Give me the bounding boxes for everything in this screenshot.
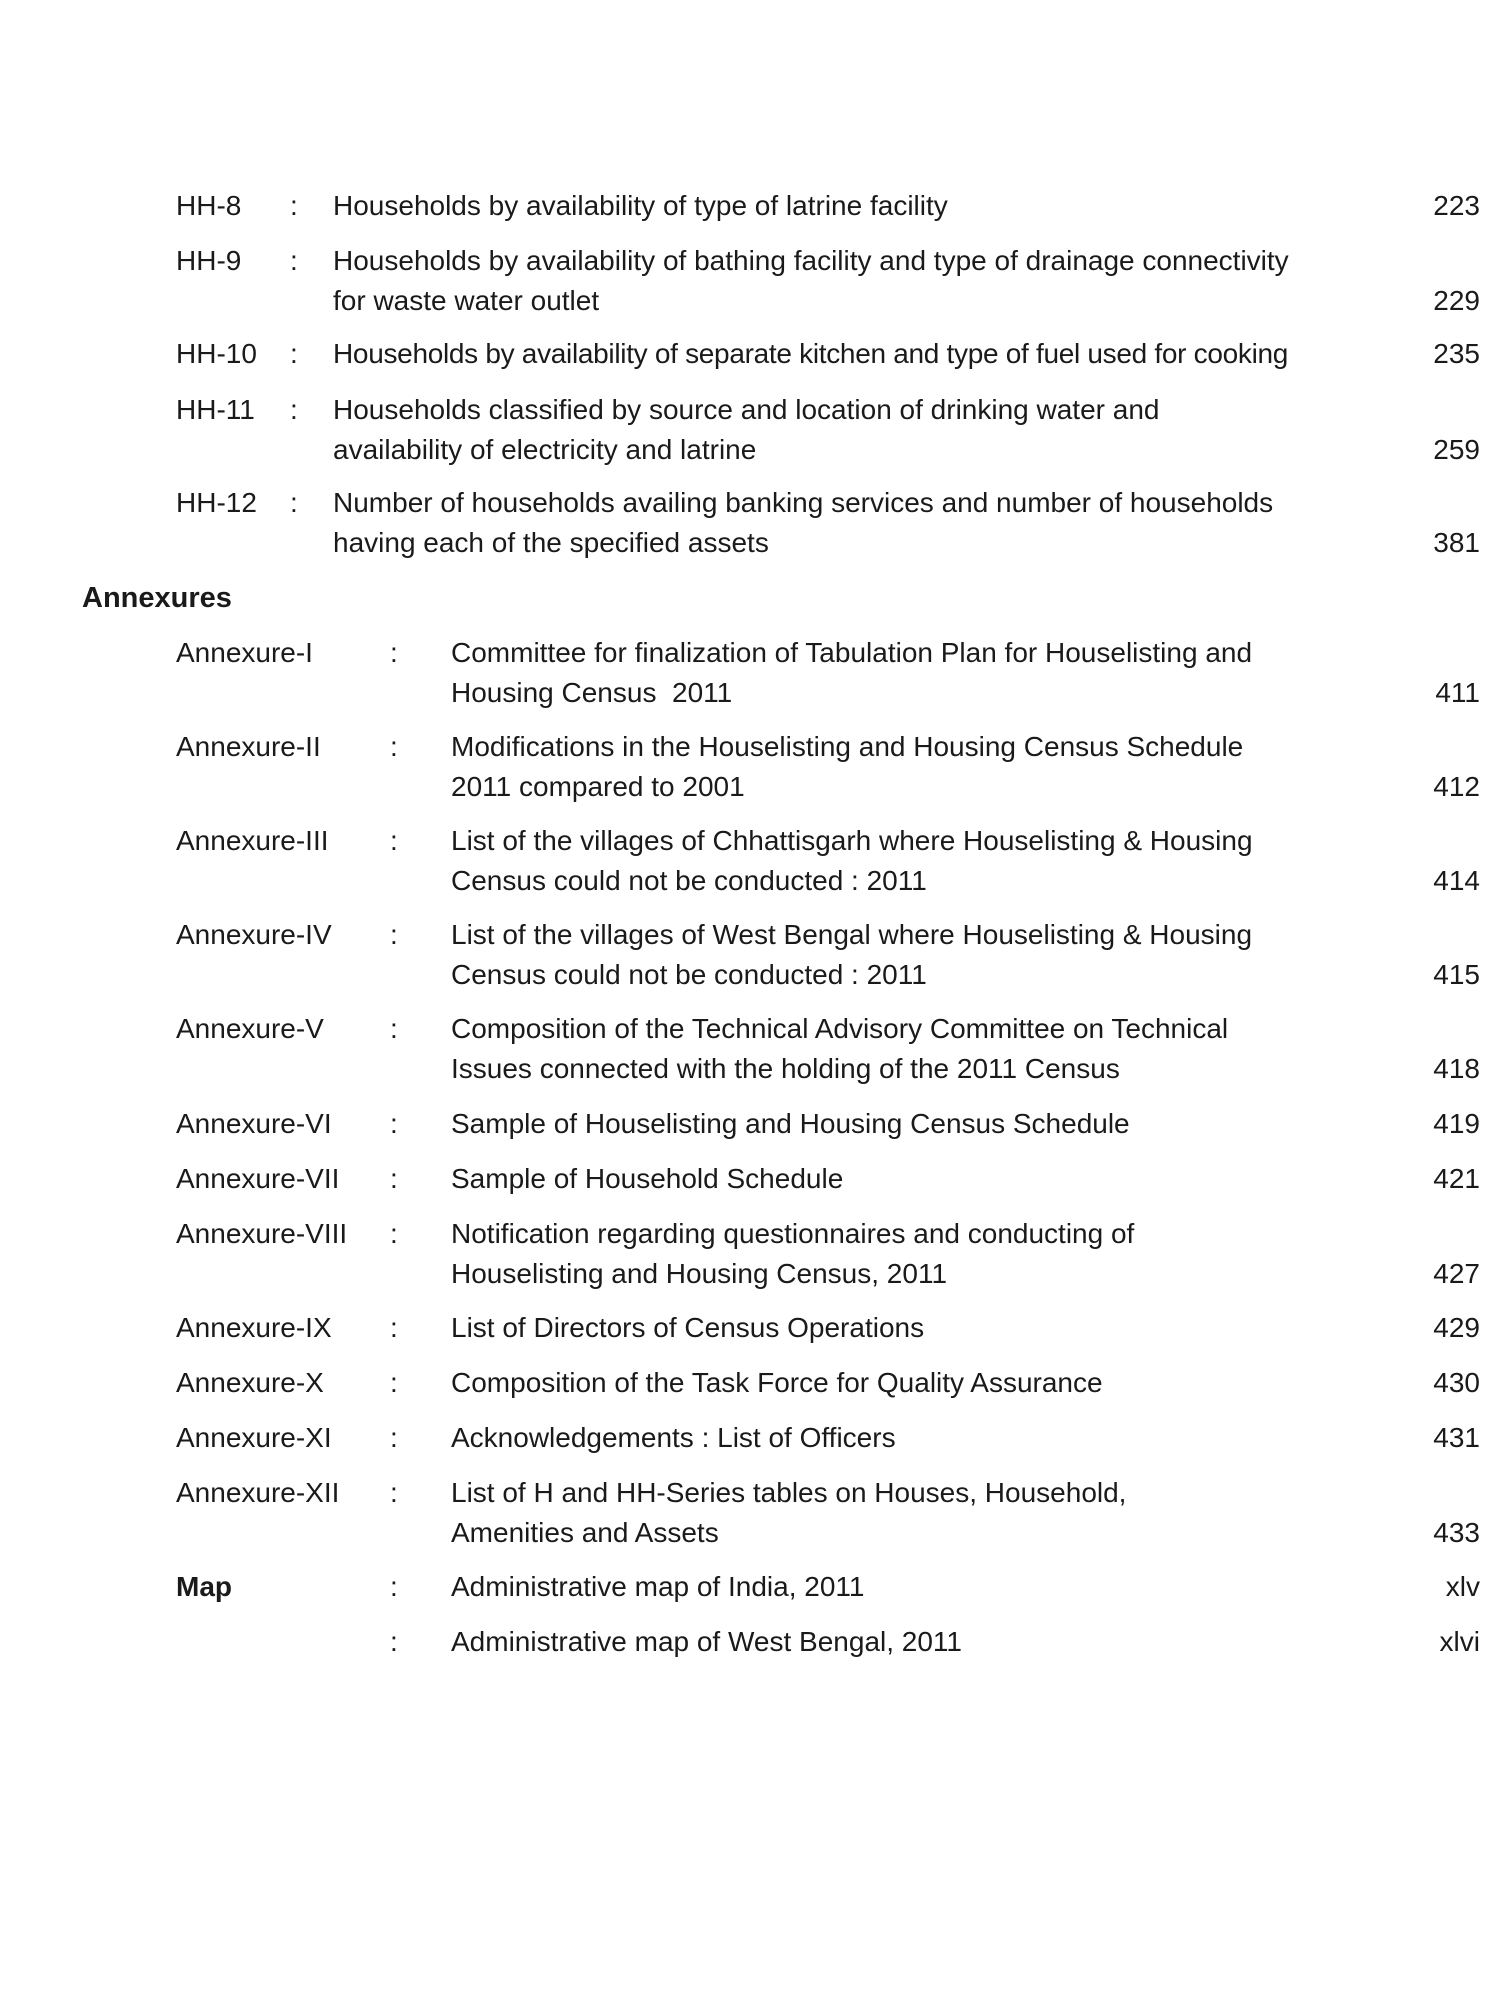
description-line: Amenities and Assets [451,1517,719,1548]
entry-page-number: 418 [1433,1053,1480,1084]
description-line: Modifications in the Houselisting and Housing Census Schedule [451,731,1244,762]
description-line: Number of households availing banking services and number of households [333,487,1274,518]
description-line: Acknowledgements : List of Officers [451,1422,896,1453]
entry-description [451,915,1252,995]
entry-page-number: 421 [1433,1163,1480,1194]
description-line: List of the villages of Chhattisgarh where Houselisting & Housing [451,825,1253,856]
description-line: Households by availability of separate kitchen and type of fuel used for cooking [333,338,1289,369]
entry-page-number: 412 [1433,771,1480,802]
entry-description [451,1214,1134,1294]
entry-description [451,1159,843,1199]
description-line: List of Directors of Census Operations [451,1312,925,1343]
entry-code: Annexure-XI [176,1422,332,1453]
description-line: Administrative map of India, 2011 [451,1571,865,1602]
description-line: availability of electricity and latrine [333,434,757,465]
entry-code: Annexure-II [176,731,321,762]
entry-description [451,1104,1130,1144]
entry-description [451,1308,924,1348]
entry-description [451,1363,1103,1403]
entry-page-number: 414 [1433,865,1480,896]
entry-code: Annexure-III [176,825,329,856]
entry-description [451,1473,1126,1553]
entry-code: Map [176,1571,232,1602]
entry-description [451,633,1252,713]
entry-code: HH-11 [176,394,255,425]
entry-separator: : [390,1477,398,1508]
entry-separator: : [390,1312,398,1343]
entry-page-number: 431 [1433,1422,1480,1453]
entry-description [333,186,948,226]
entry-separator: : [390,1163,398,1194]
description-line: Housing Census 2011 [451,677,733,708]
entry-code: Annexure-V [176,1013,324,1044]
description-line: List of H and HH-Series tables on Houses, Household, [451,1477,1127,1508]
entry-separator: : [390,1367,398,1398]
entry-description [451,727,1243,807]
entry-page-number: 223 [1433,190,1480,221]
entry-separator: : [290,338,298,369]
entry-separator: : [390,1218,398,1249]
entry-code: Annexure-IV [176,919,332,950]
description-line: List of the villages of West Bengal where Houselisting & Housing [451,919,1253,950]
entry-description [451,1418,896,1458]
entry-separator: : [290,245,298,276]
entry-code: Annexure-IX [176,1312,332,1343]
entry-separator: : [390,1571,398,1602]
entry-description [333,334,1288,374]
description-line: Census could not be conducted : 2011 [451,959,927,990]
description-line: Census could not be conducted : 2011 [451,865,927,896]
entry-separator: : [290,190,298,221]
description-line: for waste water outlet [333,285,600,316]
entry-page-number: 427 [1433,1258,1480,1289]
entry-description [451,1622,962,1662]
entry-page-number: 430 [1433,1367,1480,1398]
entry-code: HH-12 [176,487,257,518]
entry-page-number: 419 [1433,1108,1480,1139]
entry-code: Annexure-XII [176,1477,340,1508]
entry-description [333,483,1273,563]
entry-page-number: xlvi [1439,1626,1480,1657]
entry-separator: : [390,825,398,856]
entry-description [451,1009,1228,1089]
entry-separator: : [390,1013,398,1044]
entry-page-number: 415 [1433,959,1480,990]
entry-page-number: 259 [1433,434,1480,465]
entry-page-number: 235 [1433,338,1480,369]
description-line: Sample of Household Schedule [451,1163,844,1194]
description-line: Administrative map of West Bengal, 2011 [451,1626,962,1657]
description-line: Households by availability of bathing facility and type of drainage connectivity [333,245,1289,276]
description-line: Households by availability of type of latrine facility [333,190,948,221]
entry-page-number: 429 [1433,1312,1480,1343]
entry-code: Annexure-VII [176,1163,340,1194]
entry-page-number: xlv [1445,1571,1480,1602]
entry-separator: : [390,919,398,950]
entry-description [451,1567,864,1607]
entry-description [333,390,1159,470]
entry-code: HH-8 [176,190,242,221]
entry-code: HH-10 [176,338,257,369]
entry-separator: : [390,1422,398,1453]
entry-page-number: 381 [1433,527,1480,558]
description-line: 2011 compared to 2001 [451,771,745,802]
entry-separator: : [290,487,298,518]
entry-page-number: 229 [1433,285,1480,316]
entry-separator: : [290,394,298,425]
entry-code: Annexure-I [176,637,313,668]
description-line: Houselisting and Housing Census, 2011 [451,1258,948,1289]
entry-separator: : [390,637,398,668]
entry-code: Annexure-X [176,1367,324,1398]
entry-description [333,241,1289,321]
entry-page-number: 433 [1433,1517,1480,1548]
description-line: Sample of Houselisting and Housing Census Schedule [451,1108,1130,1139]
entry-page-number: 411 [1435,677,1480,708]
entry-separator: : [390,1108,398,1139]
description-line: Composition of the Technical Advisory Committee on Technical [451,1013,1229,1044]
description-line: Households classified by source and location of drinking water and [333,394,1160,425]
section-heading-annexures: Annexures [82,582,232,614]
entry-description [451,821,1253,901]
description-line: Issues connected with the holding of the 2011 Census [451,1053,1120,1084]
entry-separator: : [390,1626,398,1657]
description-line: Committee for finalization of Tabulation Plan for Houselisting and [451,637,1253,668]
description-line: having each of the specified assets [333,527,769,558]
entry-code: Annexure-VIII [176,1218,348,1249]
description-line: Composition of the Task Force for Quality Assurance [451,1367,1103,1398]
description-line: Notification regarding questionnaires and conducting of [451,1218,1135,1249]
entry-code: HH-9 [176,245,242,276]
entry-separator: : [390,731,398,762]
entry-code: Annexure-VI [176,1108,332,1139]
